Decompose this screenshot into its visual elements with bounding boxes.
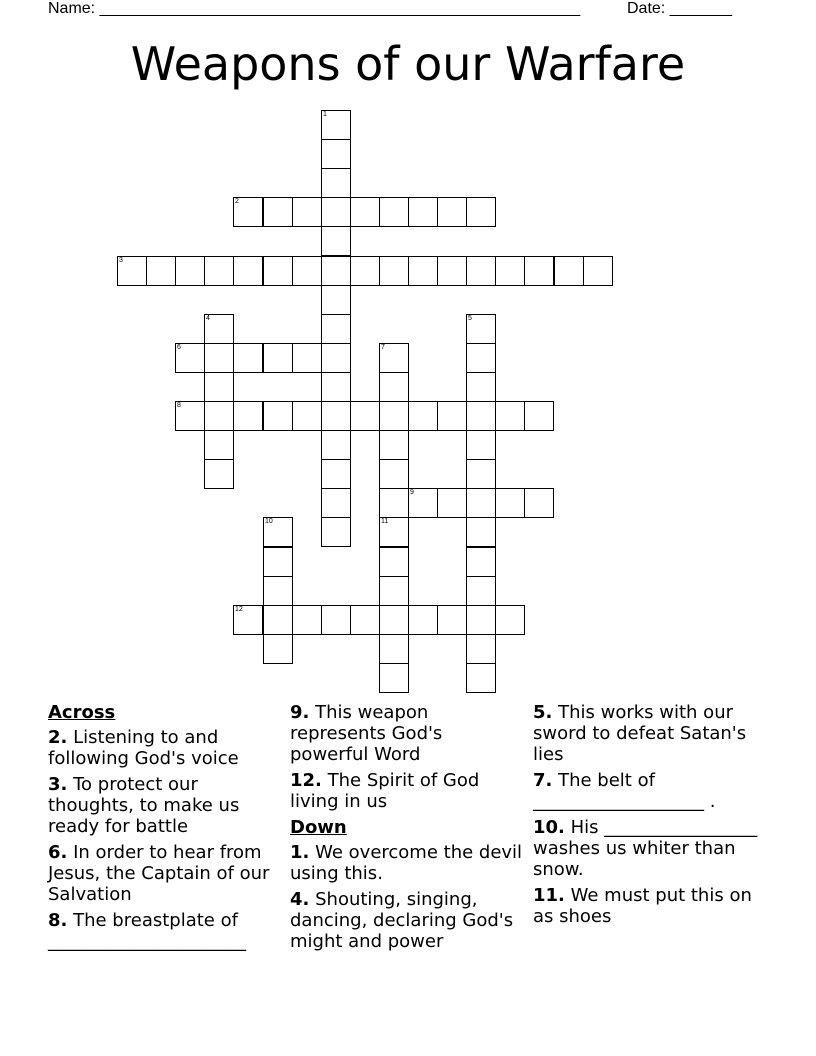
clue-text: The belt of ___________________ . (533, 770, 716, 812)
grid-cell[interactable] (554, 256, 584, 286)
grid-cell[interactable] (350, 256, 380, 286)
grid-cell[interactable] (466, 314, 496, 344)
grid-cell[interactable] (466, 459, 496, 489)
clue-text: We overcome the devil using this. (290, 842, 523, 884)
grid-cell[interactable] (379, 576, 409, 606)
grid-cell[interactable] (233, 256, 263, 286)
clue-number: 2. (48, 727, 68, 748)
grid-cell[interactable] (233, 605, 263, 635)
grid-cell[interactable] (466, 372, 496, 402)
grid-cell[interactable] (321, 285, 351, 315)
page-title: Weapons of our Warfare (130, 37, 686, 91)
grid-cell[interactable] (263, 605, 293, 635)
grid-cell[interactable] (379, 372, 409, 402)
grid-cell[interactable] (466, 343, 496, 373)
grid-cell[interactable] (495, 256, 525, 286)
clue-number: 9. (290, 702, 310, 723)
grid-cell[interactable] (466, 197, 496, 227)
clue-text: Shouting, singing, dancing, declaring God's might and power (290, 889, 514, 952)
grid-cell[interactable] (233, 197, 263, 227)
grid-cell[interactable] (408, 488, 438, 518)
grid-cell[interactable] (292, 605, 322, 635)
grid-cell[interactable] (263, 401, 293, 431)
grid-cell[interactable] (263, 256, 293, 286)
grid-cell[interactable] (292, 401, 322, 431)
grid-cell[interactable] (321, 197, 351, 227)
clues-column-3 (533, 702, 769, 932)
grid-cell[interactable] (466, 576, 496, 606)
grid-cell[interactable] (204, 256, 234, 286)
grid-cell[interactable] (408, 605, 438, 635)
clue-across-3 (48, 774, 284, 837)
name-field[interactable]: Name: ______________________________________________________ (48, 0, 581, 17)
clue-text: The breastplate of ______________________ (48, 910, 246, 952)
grid-cell[interactable] (495, 605, 525, 635)
grid-cell[interactable] (321, 343, 351, 373)
grid-number: 5 (468, 315, 472, 322)
grid-cell[interactable] (350, 605, 380, 635)
clue-down-1 (290, 842, 526, 884)
grid-cell[interactable] (321, 459, 351, 489)
clue-number: 6. (48, 842, 68, 863)
grid-cell[interactable] (263, 576, 293, 606)
clue-number: 1. (290, 842, 310, 863)
clue-text: Listening to and following God's voice (48, 727, 239, 769)
grid-cell[interactable] (350, 401, 380, 431)
grid-cell[interactable] (321, 430, 351, 460)
grid-cell[interactable] (321, 139, 351, 169)
grid-cell[interactable] (437, 401, 467, 431)
clue-across-9 (290, 702, 526, 765)
grid-cell[interactable] (321, 488, 351, 518)
grid-cell[interactable] (408, 256, 438, 286)
grid-number: 3 (119, 257, 123, 264)
clue-text: To protect our thoughts, to make us ready for battle (48, 774, 240, 837)
clue-down-4 (290, 889, 526, 952)
grid-number: 10 (265, 518, 273, 525)
grid-cell[interactable] (321, 517, 351, 547)
grid-cell[interactable] (524, 256, 554, 286)
clue-across-8 (48, 910, 284, 952)
grid-cell[interactable] (292, 343, 322, 373)
clue-number: 5. (533, 702, 553, 723)
clue-across-2 (48, 727, 284, 769)
clue-number: 10. (533, 817, 565, 838)
grid-cell[interactable] (495, 401, 525, 431)
grid-cell[interactable] (204, 430, 234, 460)
grid-cell[interactable] (466, 517, 496, 547)
grid-cell[interactable] (146, 256, 176, 286)
across-heading: Across (48, 702, 116, 723)
grid-cell[interactable] (466, 488, 496, 518)
grid-cell[interactable] (321, 314, 351, 344)
grid-number: 7 (381, 344, 385, 351)
grid-cell[interactable] (524, 401, 554, 431)
clue-text: The Spirit of God living in us (290, 770, 480, 812)
clue-number: 12. (290, 770, 322, 791)
grid-cell[interactable] (524, 488, 554, 518)
grid-cell[interactable] (466, 634, 496, 664)
clues-column-1 (48, 702, 284, 957)
grid-cell[interactable] (175, 343, 205, 373)
grid-number: 2 (235, 198, 239, 205)
clue-down-7 (533, 770, 769, 812)
grid-cell[interactable] (379, 256, 409, 286)
grid-cell[interactable] (379, 547, 409, 577)
clue-number: 8. (48, 910, 68, 931)
grid-cell[interactable] (263, 547, 293, 577)
grid-cell[interactable] (437, 256, 467, 286)
grid-cell[interactable] (379, 401, 409, 431)
grid-cell[interactable] (466, 547, 496, 577)
grid-number: 4 (206, 315, 210, 322)
grid-cell[interactable] (263, 517, 293, 547)
grid-number: 12 (235, 606, 243, 613)
grid-cell[interactable] (204, 401, 234, 431)
grid-cell[interactable] (437, 488, 467, 518)
clue-number: 11. (533, 885, 565, 906)
grid-cell[interactable] (379, 430, 409, 460)
grid-cell[interactable] (379, 663, 409, 693)
clue-text: This weapon represents God's powerful Word (290, 702, 443, 765)
grid-cell[interactable] (321, 372, 351, 402)
grid-cell[interactable] (321, 605, 351, 635)
date-field[interactable]: Date: _______ (627, 0, 732, 17)
grid-cell[interactable] (263, 634, 293, 664)
grid-cell[interactable] (379, 634, 409, 664)
grid-cell[interactable] (466, 663, 496, 693)
clue-text: In order to hear from Jesus, the Captain of our Salvation (48, 842, 270, 905)
clue-number: 4. (290, 889, 310, 910)
grid-cell[interactable] (466, 256, 496, 286)
grid-cell[interactable] (321, 110, 351, 140)
grid-cell[interactable] (292, 197, 322, 227)
grid-number: 11 (381, 518, 389, 525)
clue-text: We must put this on as shoes (533, 885, 752, 927)
grid-cell[interactable] (379, 517, 409, 547)
clue-across-12 (290, 770, 526, 812)
grid-cell[interactable] (350, 197, 380, 227)
grid-cell[interactable] (379, 605, 409, 635)
grid-cell[interactable] (175, 256, 205, 286)
grid-cell[interactable] (379, 343, 409, 373)
grid-cell[interactable] (204, 343, 234, 373)
grid-cell[interactable] (204, 314, 234, 344)
grid-cell[interactable] (466, 605, 496, 635)
grid-cell[interactable] (408, 401, 438, 431)
grid-cell[interactable] (263, 197, 293, 227)
grid-cell[interactable] (466, 401, 496, 431)
grid-cell[interactable] (233, 343, 263, 373)
grid-cell[interactable] (117, 256, 147, 286)
clue-down-5 (533, 702, 769, 765)
grid-cell[interactable] (495, 488, 525, 518)
grid-cell[interactable] (263, 343, 293, 373)
grid-number: 9 (410, 489, 414, 496)
grid-cell[interactable] (583, 256, 613, 286)
clue-across-6 (48, 842, 284, 905)
clue-down-11 (533, 885, 769, 927)
grid-cell[interactable] (175, 401, 205, 431)
grid-cell[interactable] (379, 197, 409, 227)
grid-cell[interactable] (204, 372, 234, 402)
grid-cell[interactable] (321, 401, 351, 431)
grid-cell[interactable] (233, 401, 263, 431)
grid-cell[interactable] (292, 256, 322, 286)
grid-cell[interactable] (321, 256, 351, 286)
grid-number: 8 (177, 402, 181, 409)
down-heading: Down (290, 817, 347, 838)
grid-cell[interactable] (437, 605, 467, 635)
grid-number: 6 (177, 344, 181, 351)
grid-number: 1 (323, 111, 327, 118)
grid-cell[interactable] (437, 197, 467, 227)
clues-column-2 (290, 702, 526, 957)
clue-text: His _________________ washes us whiter than snow. (533, 817, 758, 880)
grid-cell[interactable] (379, 488, 409, 518)
grid-cell[interactable] (408, 197, 438, 227)
grid-cell[interactable] (321, 226, 351, 256)
grid-cell[interactable] (204, 459, 234, 489)
clue-text: This works with our sword to defeat Satan's lies (533, 702, 747, 765)
grid-cell[interactable] (321, 168, 351, 198)
clue-number: 3. (48, 774, 68, 795)
grid-cell[interactable] (379, 459, 409, 489)
clue-number: 7. (533, 770, 553, 791)
clue-down-10 (533, 817, 769, 880)
grid-cell[interactable] (466, 430, 496, 460)
